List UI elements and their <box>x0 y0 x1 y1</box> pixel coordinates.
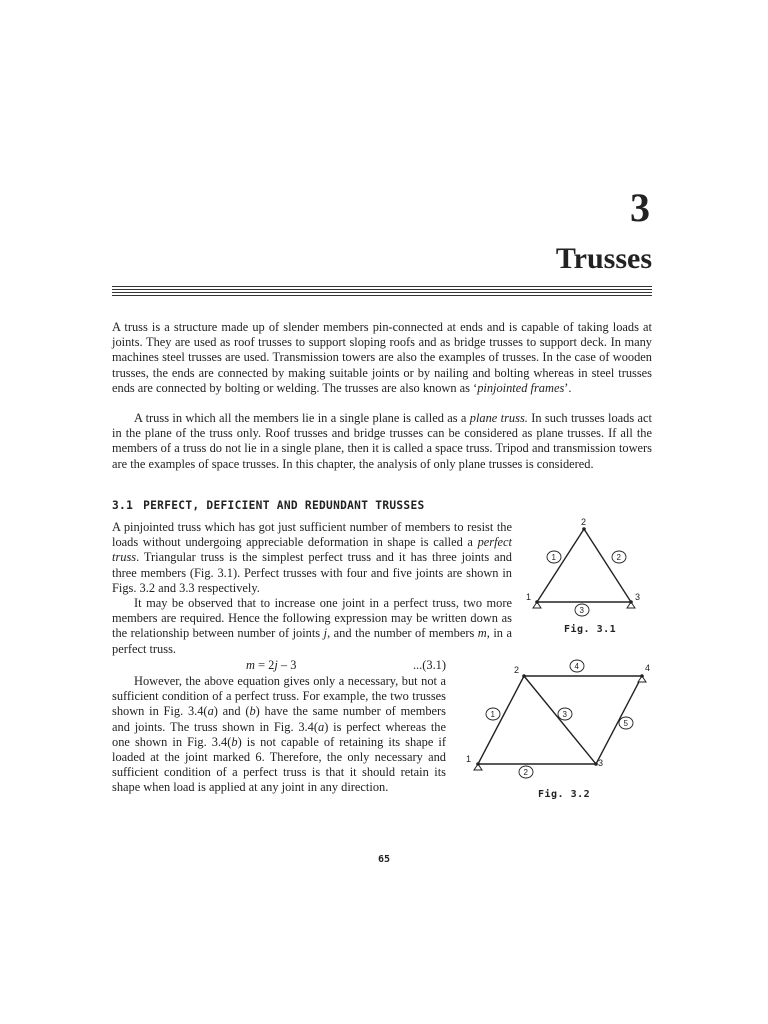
member-label: 3 <box>579 606 584 615</box>
joint-label: 2 <box>581 517 587 527</box>
paragraph-text: It may be observed that to increase one joint in a perfect truss, two more members are required. Hence the following expression may be written down as the relationship between number of joints <box>112 596 512 641</box>
paragraph-text: . Triangular truss is the simplest perfect truss and it has three joints and three members (Fig. 3.1). Perfect trusses with four and five joints are shown in Figs. 3.2 and 3.3 respectively. <box>112 550 512 595</box>
joint-dot <box>582 527 586 531</box>
paragraph-text: A truss is a structure made up of slender members pin-connected at ends and is capable of taking loads at joints. They are used as roof trusses to support sloping roofs and as bridge trusses to support deck. In many machines steel trusses are used. Transmission towers are also the examples of trusses. In the case of wooden trusses, the ends are connected by making suitable joints or by nailing and bolting whereas in steel trusses ends are connected by bolting or welding. The trusses are also known as ‘ <box>112 320 652 395</box>
member-label: 2 <box>523 768 528 777</box>
figure-3-1 <box>520 514 650 644</box>
four-joint-truss-diagram <box>462 656 662 786</box>
paragraph-text: However, the above equation gives only a necessary, but not a sufficient condition of a perfect truss. For example, the two trusses shown in Fig. 3.4( <box>112 674 446 719</box>
equation-variable: j <box>274 658 278 672</box>
joint-label: 3 <box>598 758 604 768</box>
joint-dot <box>640 674 644 678</box>
section-number: 3.1 <box>112 499 134 512</box>
title-rule <box>112 286 652 296</box>
paragraph-text: In such trusses loads act in the plane of the truss only. Roof trusses and bridge trusses can be considered as plane trusses. If all the members of a truss do not lie in a single plane, then it is called a space truss. Tripod and transmission towers are the examples of space trusses. In this chapter, the analysis of only plane trusses is considered. <box>112 411 652 471</box>
paragraph-plane-truss <box>112 411 652 472</box>
joint-label: 2 <box>514 665 520 675</box>
joint-dot <box>522 674 526 678</box>
equation-reference: ...(3.1) <box>412 658 446 672</box>
member-line <box>584 529 631 602</box>
joint-dot <box>535 600 539 604</box>
member-label: 3 <box>562 710 567 719</box>
paragraph-text: ) and ( <box>213 704 250 719</box>
paragraph-text: ) is not capable of retaining its shape if loaded at the joint marked 6. Therefore, the only necessary and sufficient condition of a perfect truss is that it should retain its shape when load is applied at any joint in any direction. <box>112 734 446 795</box>
equation-lhs: m <box>246 658 255 672</box>
paragraph-text: , in a perfect truss. <box>112 626 512 656</box>
paragraph-necessary-condition <box>112 674 446 796</box>
chapter-number: 3 <box>630 185 650 230</box>
paragraph-perfect-truss <box>112 520 512 596</box>
paragraph-intro <box>112 320 652 396</box>
joint-label: 3 <box>635 592 641 602</box>
figure-ref-b: b <box>231 734 238 749</box>
paragraph-text: ) is perfect whereas the one shown in Fig. 3.4( <box>112 719 446 749</box>
term-plane-truss: plane truss. <box>469 411 528 425</box>
joint-dot <box>476 762 480 766</box>
member-line <box>478 676 524 764</box>
paragraph-text: ’. <box>564 380 572 395</box>
term-perfect-truss: perfect truss <box>112 535 512 565</box>
joint-label: 1 <box>466 754 472 764</box>
member-line <box>596 676 642 764</box>
equation-expression <box>246 658 296 673</box>
page-number: 65 <box>377 854 391 865</box>
variable-m: m <box>477 626 487 641</box>
member-label: 2 <box>616 553 621 562</box>
figure-ref-a: a <box>207 704 214 719</box>
figure-caption: Fig. 3.1 <box>564 624 617 635</box>
paragraph-text: ) have the same number of members and joints. The truss shown in Fig. 3.4( <box>112 704 446 734</box>
member-line <box>537 529 584 602</box>
equation-3-1 <box>112 658 446 674</box>
paragraph-text: A truss in which all the members lie in a single plane is called as a <box>134 411 470 425</box>
joint-label: 4 <box>645 663 651 673</box>
joint-dot <box>629 600 633 604</box>
member-label: 1 <box>490 710 495 719</box>
section-title: PERFECT, DEFICIENT AND REDUNDANT TRUSSES <box>143 499 425 512</box>
equation-rest: – 3 <box>280 658 297 672</box>
member-label: 4 <box>574 662 579 671</box>
chapter-title: Trusses <box>555 242 652 275</box>
variable-j: j <box>323 626 328 641</box>
section-heading <box>112 499 652 512</box>
member-label: 1 <box>551 553 556 562</box>
term-pinjointed-frames: pinjointed frames <box>477 380 565 395</box>
triangle-truss-diagram <box>520 514 650 624</box>
member-label: 5 <box>623 719 628 728</box>
equation-operator: = 2 <box>258 658 275 672</box>
figure-caption: Fig. 3.2 <box>538 789 591 800</box>
paragraph-joints-members <box>112 596 512 657</box>
paragraph-text: , and the number of members <box>327 626 478 641</box>
member-line <box>524 676 596 764</box>
joint-label: 1 <box>526 592 532 602</box>
figure-3-2 <box>462 656 662 806</box>
figure-ref-b: b <box>249 704 256 719</box>
figure-ref-a: a <box>317 719 325 734</box>
paragraph-text: A pinjointed truss which has got just sufficient number of members to resist the loads without undergoing appreciable deformation in shape is called a <box>112 520 512 550</box>
